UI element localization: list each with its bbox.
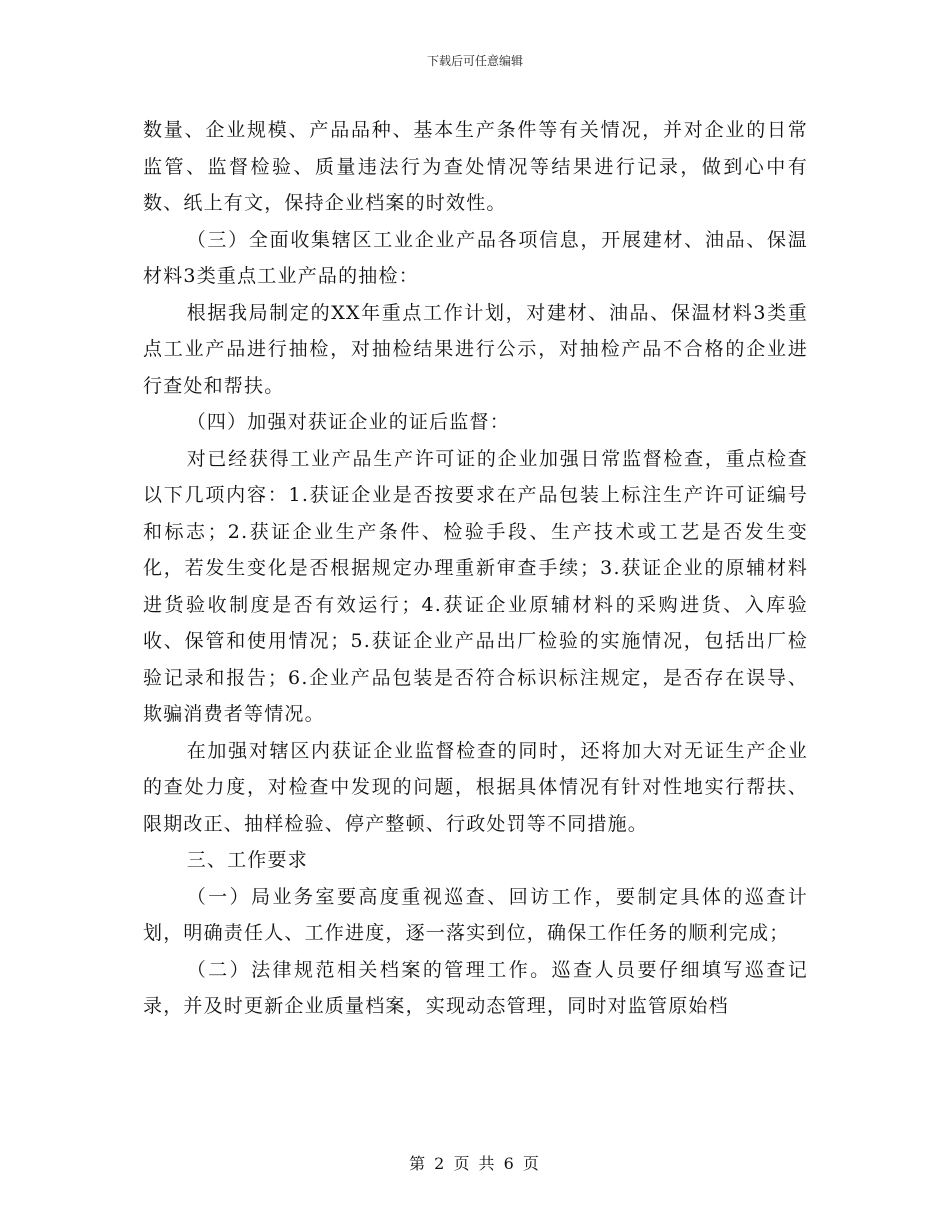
- chapter-heading: 三、工作要求: [186, 849, 308, 871]
- paragraph: 在加强对辖区内获证企业监督检查的同时，还将加大对无证生产企业的查处力度，对检查中发现的问题，根据具体情况有针对性地实行帮扶、限期改正、抽样检验、停产整顿、行政处罚等不同措施。: [143, 739, 808, 835]
- requirement-item-1: （一）局业务室要高度重视巡查、回访工作，要制定具体的巡查计划，明确责任人、工作进度，逐一落实到位，确保工作任务的顺利完成；: [143, 885, 808, 944]
- page-header: 下载后可任意编辑: [426, 54, 523, 68]
- page-number-footer: 第 2 页 共 6 页: [409, 1154, 541, 1173]
- section-heading-4: （四）加强对获证企业的证后监督：: [186, 411, 510, 433]
- requirement-item-2: （二）法律规范相关档案的管理工作。巡查人员要仔细填写巡查记录，并及时更新企业质量档案，实现动态管理，同时对监管原始档: [143, 958, 808, 1017]
- paragraph: 根据我局制定的XX年重点工作计划，对建材、油品、保温材料3类重点工业产品进行抽检，对抽检结果进行公示，对抽检产品不合格的企业进行查处和帮扶。: [143, 301, 808, 397]
- document-body: [143, 112, 808, 1025]
- section-heading-3: （三）全面收集辖区工业企业产品各项信息，开展建材、油品、保温材料3类重点工业产品的抽检：: [143, 228, 808, 287]
- paragraph-continuation: 数量、企业规模、产品品种、基本生产条件等有关情况，并对企业的日常监管、监督检验、质量违法行为查处情况等结果进行记录，做到心中有数、纸上有文，保持企业档案的时效性。: [143, 119, 808, 214]
- paragraph: 对已经获得工业产品生产许可证的企业加强日常监督检查，重点检查以下几项内容：1.获证企业是否按要求在产品包装上标注生产许可证编号和标志；2.获证企业生产条件、检验手段、生产技术或工艺是否发生变化，若发生变化是否根据规定办理重新审查手续；3.获证企业的原辅材料进货验收制度是否有效运行；4.获证企业原辅材料的采购进货、入库验收、保管和使用情况；5.获证企业产品出厂检验的实施情况，包括出厂检验记录和报告；6.企业产品包装是否符合标识标注规定，是否存在误导、欺骗消费者等情况。: [143, 447, 808, 725]
